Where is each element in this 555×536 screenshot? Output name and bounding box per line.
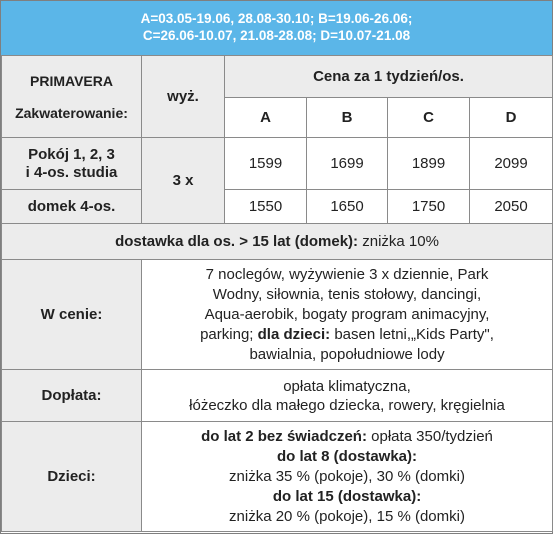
included-line-5: bawialnia, popołudniowe lody xyxy=(249,345,445,363)
price-rooms-c: 1899 xyxy=(388,138,470,190)
meal-cell: 3 x xyxy=(142,138,225,224)
season-dates-header xyxy=(1,1,552,55)
children-label: Dzieci: xyxy=(2,422,142,532)
included-line-3: Aqua-aerobik, bogaty program animacyjny, xyxy=(204,305,490,323)
included-kids-label: dla dzieci: xyxy=(257,325,331,343)
surcharge-line-1: opłata klimatyczna, xyxy=(283,377,411,395)
price-rooms-d: 2099 xyxy=(470,138,553,190)
price-cottage-d: 2050 xyxy=(470,190,553,224)
price-cottage-b: 1650 xyxy=(307,190,388,224)
surcharge-line-2: łóżeczko dla małego dziecka, rowery, kręgielnia xyxy=(189,396,505,414)
children-under-8-value: zniżka 35 % (pokoje), 30 % (domki) xyxy=(229,467,465,485)
room-type-rooms-line-2: i 4-os. studia xyxy=(25,163,118,181)
included-line-4-a: parking; xyxy=(200,325,258,343)
extra-bed-discount-label: dostawka dla os. > 15 lat (domek): xyxy=(115,232,359,250)
primavera-label: PRIMAVERA xyxy=(30,72,113,89)
included-content xyxy=(142,260,553,370)
accommodation-label: Zakwaterowanie: xyxy=(15,104,128,121)
season-dates-line-1: A=03.05-19.06, 28.08-30.10; B=19.06-26.06; xyxy=(140,11,413,26)
extra-bed-discount-row xyxy=(2,224,553,260)
included-line-4 xyxy=(142,325,552,345)
children-under-15-value: zniżka 20 % (pokoje), 15 % (domki) xyxy=(229,507,465,525)
season-a-header: A xyxy=(225,98,307,138)
price-rooms-a: 1599 xyxy=(225,138,307,190)
season-c-header: C xyxy=(388,98,470,138)
price-header-cell: Cena za 1 tydzień/os. xyxy=(225,56,553,98)
children-line-1 xyxy=(142,427,552,447)
season-b-header: B xyxy=(307,98,388,138)
included-line-1: 7 noclegów, wyżywienie 3 x dziennie, Park xyxy=(205,265,489,283)
room-type-cottage: domek 4-os. xyxy=(2,190,142,224)
season-dates-line-2: C=26.06-10.07, 21.08-28.08; D=10.07-21.08 xyxy=(142,28,411,43)
children-under-8-label: do lat 8 (dostawka): xyxy=(276,447,418,465)
children-content xyxy=(142,422,553,532)
price-cottage-c: 1750 xyxy=(388,190,470,224)
room-type-rooms xyxy=(2,138,142,190)
price-table xyxy=(1,55,553,532)
included-line-4-c: basen letni,„Kids Party", xyxy=(330,325,494,343)
room-type-rooms-line-1: Pokój 1, 2, 3 xyxy=(28,145,115,163)
included-line-2: Wodny, siłownia, tenis stołowy, dancingi, xyxy=(212,285,482,303)
children-under-15-label: do lat 15 (dostawka): xyxy=(272,487,422,505)
surcharge-content xyxy=(142,370,553,422)
extra-bed-discount-value: zniżka 10% xyxy=(358,232,439,250)
children-under-2-value: opłata 350/tydzień xyxy=(366,427,493,445)
price-rooms-b: 1699 xyxy=(307,138,388,190)
season-d-header: D xyxy=(470,98,553,138)
price-cottage-a: 1550 xyxy=(225,190,307,224)
header-accommodation-cell xyxy=(2,56,142,138)
surcharge-label: Dopłata: xyxy=(2,370,142,422)
meal-header-cell: wyż. xyxy=(142,56,225,138)
included-label: W cenie: xyxy=(2,260,142,370)
children-under-2-label: do lat 2 bez świadczeń: xyxy=(201,427,367,445)
